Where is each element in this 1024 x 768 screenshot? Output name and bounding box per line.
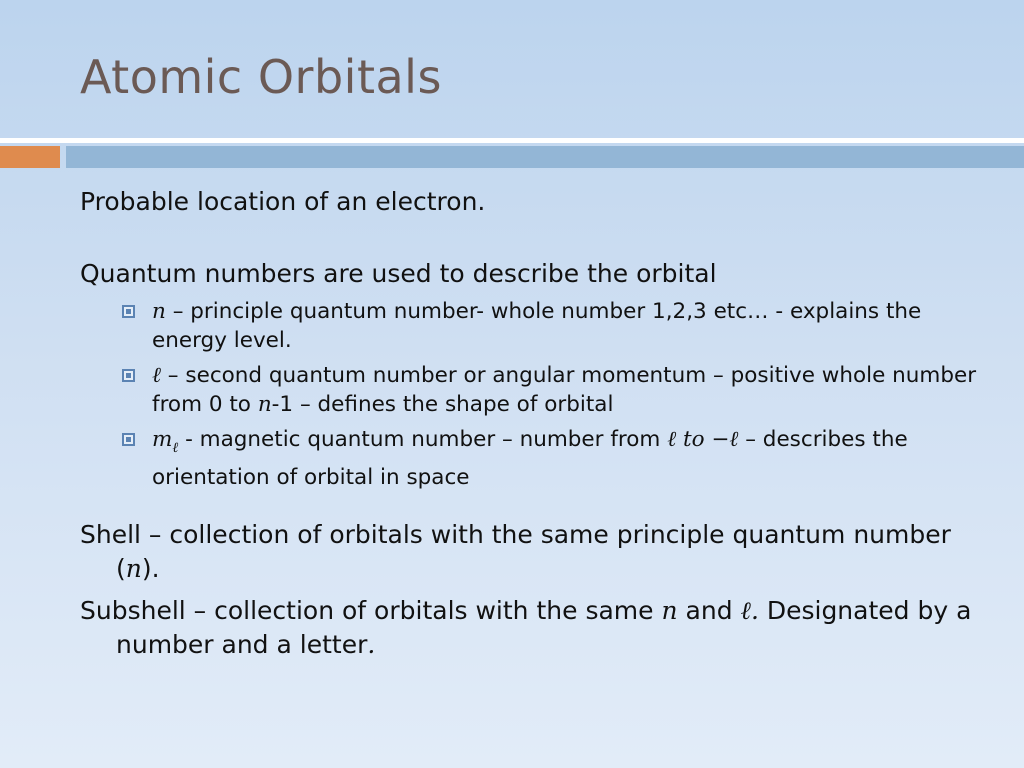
bullet-text: – second quantum number or angular momentum – positive whole number from 0 to	[152, 363, 977, 417]
paragraph-subshell	[80, 594, 990, 662]
bullet-text-end: – describes the orientation of orbital in space	[152, 427, 908, 490]
subshell-line2: Designated by a number and a letter	[116, 596, 972, 659]
subshell-end: .	[367, 630, 376, 659]
paragraph-quantum-numbers: Quantum numbers are used to describe the orbital	[80, 259, 717, 288]
accent-bar-blue	[66, 146, 1024, 168]
paragraph-shell	[80, 518, 990, 586]
symbol-l: ℓ	[152, 363, 161, 388]
slide-title: Atomic Orbitals	[80, 50, 442, 104]
symbol-n: n	[661, 596, 678, 625]
subshell-mid: and	[677, 596, 741, 625]
subshell-text: Subshell – collection of orbitals with the same	[80, 596, 662, 625]
square-bullet-icon	[122, 433, 135, 446]
symbol-l-range: ℓ to −ℓ	[667, 427, 739, 452]
square-bullet-icon	[122, 305, 135, 318]
square-bullet-icon	[122, 369, 135, 382]
slide-body	[80, 185, 990, 662]
symbol-n: n	[152, 299, 166, 324]
bullet-text: – principle quantum number- whole number 1,2,3 etc… - explains the energy level.	[152, 299, 922, 353]
paragraph-probable-location: Probable location of an electron.	[80, 187, 486, 216]
bullet-text-end: -1 – defines the shape of orbital	[271, 392, 614, 417]
symbol-n: n	[125, 554, 142, 583]
subscript-l: ℓ	[172, 440, 179, 456]
title-separator	[0, 138, 1024, 143]
shell-end: ).	[141, 554, 160, 583]
symbol-m: m	[152, 427, 173, 452]
bullet-text: - magnetic quantum number – number from	[178, 427, 668, 452]
symbol-l: ℓ.	[740, 596, 759, 625]
bullet-item-l	[152, 361, 990, 419]
symbol-n: n	[257, 392, 272, 417]
shell-text: Shell – collection of orbitals with the same principle quantum number (	[80, 520, 951, 583]
bullet-item-ml	[152, 425, 990, 492]
accent-bar-orange	[0, 146, 60, 168]
bullet-item-n	[152, 297, 990, 355]
